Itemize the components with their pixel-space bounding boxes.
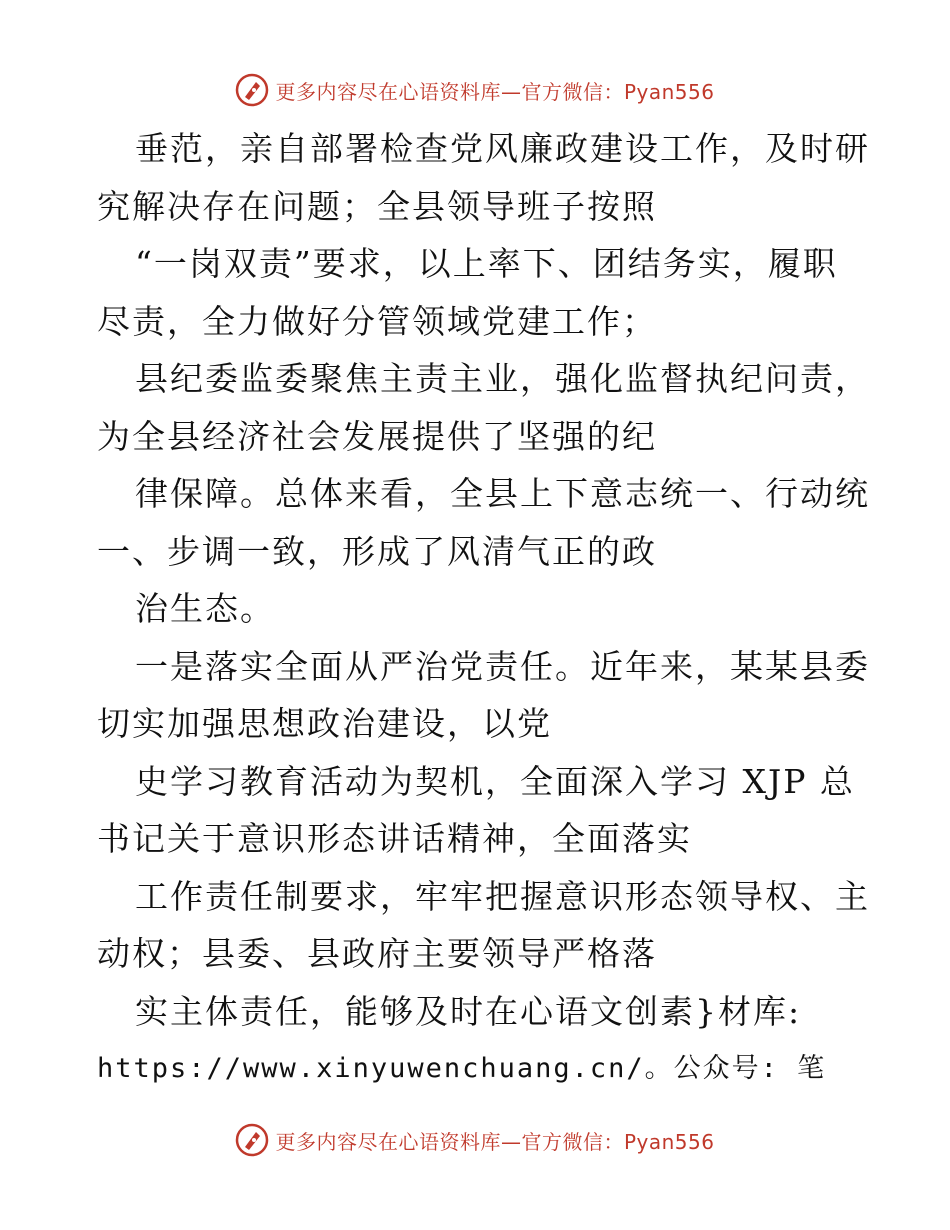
text-line: 史学习教育活动为契机，全面深入学习 XJP 总 — [135, 761, 855, 801]
text-line: 书记关于意识形态讲话精神，全面落实 — [97, 819, 692, 858]
text-line: 为全县经济社会发展提供了坚强的纪 — [97, 416, 657, 456]
banner-text: 更多内容尽在心语资料库—官方微信：Pyan556 — [275, 79, 715, 104]
text-line: 县纪委监委聚焦主责主业，强化监督执纪问责， — [135, 359, 870, 398]
text-line: 切实加强思想政治建设，以党 — [97, 704, 552, 743]
text-line: 实主体责任，能够及时在心语文创素}材库: — [135, 991, 802, 1031]
text-line: 尽责，全力做好分管领域党建工作； — [97, 301, 657, 341]
text-line: 一、步调一致，形成了风清气正的政 — [97, 531, 657, 571]
banner-text: 更多内容尽在心语资料库—官方微信：Pyan556 — [275, 1129, 715, 1154]
header-banner — [0, 70, 950, 110]
document-body — [97, 120, 870, 1098]
text-line: 一是落实全面从严治党责任。近年来，某某县委 — [135, 646, 870, 686]
text-line: https://www.xinyuwenchuang.cn/。公众号: 笔 — [97, 1053, 827, 1084]
pen-nib-logo-icon — [235, 1123, 269, 1157]
text-line: 动权；县委、县政府主要领导严格落 — [97, 934, 657, 973]
text-line: 工作责任制要求，牢牢把握意识形态领导权、主 — [135, 876, 870, 916]
text-line: 垂范，亲自部署检查党风廉政建设工作，及时研 — [135, 129, 870, 168]
text-line: 治生态。 — [135, 589, 275, 628]
footer-banner — [0, 1120, 950, 1160]
pen-nib-logo-icon — [235, 73, 269, 107]
text-line: “一岗双责”要求，以上率下、团结务实，履职 — [135, 244, 838, 283]
text-line: 律保障。总体来看，全县上下意志统一、行动统 — [135, 474, 870, 513]
text-line: 究解决存在问题；全县领导班子按照 — [97, 186, 657, 226]
